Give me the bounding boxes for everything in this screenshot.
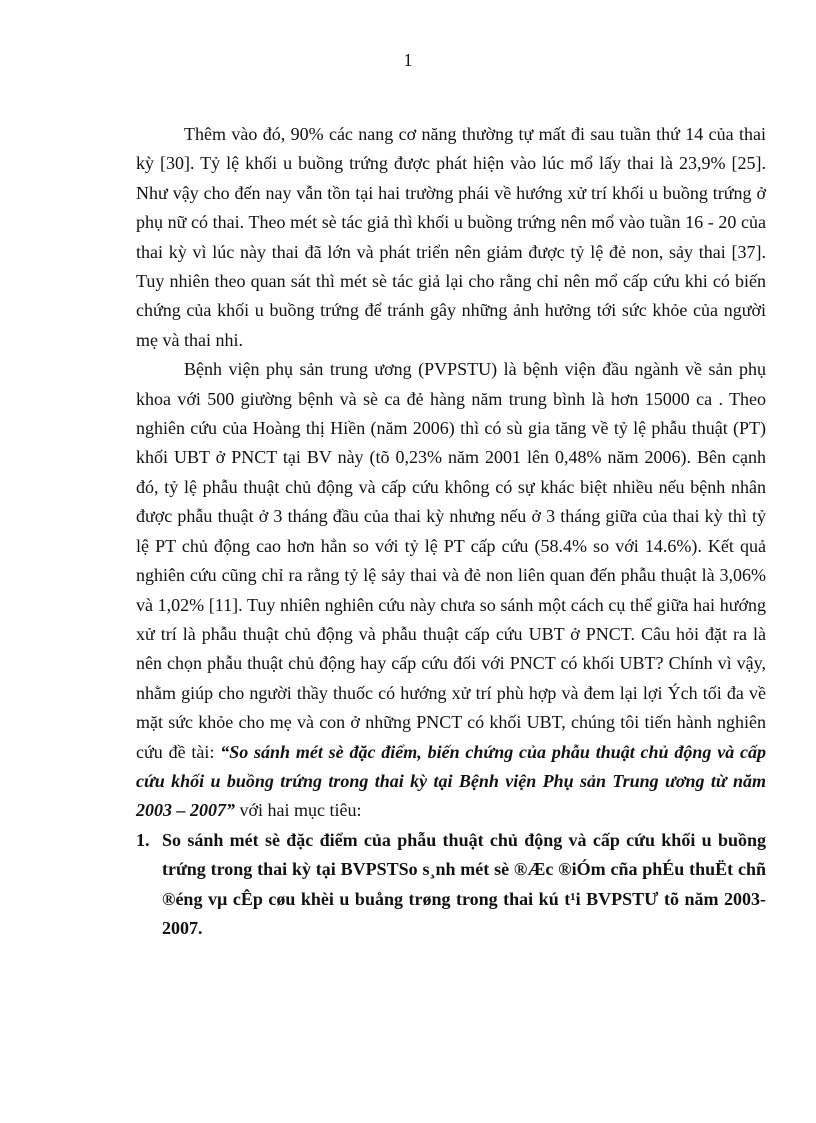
paragraph-context-tail: với hai mục tiêu:	[235, 800, 362, 821]
page-number: 1	[403, 50, 413, 70]
document-body	[136, 120, 766, 943]
objective-text: So sánh mét sè đặc điểm của phẫu thuật chủ động và cấp cứu khối u buồng trứng trong thai kỳ tại BVPSTSo s¸nh mét sè ®Æc ®iÓm cña phÉu thuËt chñ ®éng vµ cÊp cøu khèi u buång trøng trong thai kú t¹i BVPSTƯ tõ năm 2003- 2007.	[162, 829, 766, 938]
study-title: “So sánh mét sè đặc điểm, biến chứng của phẫu thuật chủ động và cấp cứu khối u buồng trứng trong thai kỳ tại Bệnh viện Phụ sản Trung ương từ năm 2003 – 2007”	[136, 741, 766, 821]
paragraph-intro: Thêm vào đó, 90% các nang cơ năng thường tự mất đi sau tuần thứ 14 của thai kỳ [30]. Tỷ lệ khối u buồng trứng được phát hiện vào lúc mổ lấy thai là 23,9% [25]. Như vậy cho đến nay vẫn tồn tại hai trường phái về hướng xử trí khối u buồng trứng ở phụ nữ có thai. Theo mét sè tác giả thì khối u buồng trứng nên mổ vào tuần 16 - 20 của thai kỳ vì lúc này thai đã lớn và phát triển nên giảm được tỷ lệ đẻ non, sảy thai [37]. Tuy nhiên theo quan sát thì mét sè tác giả lại cho rằng chỉ nên mổ cấp cứu khi có biến chứng của khối u buồng trứng để tránh gây những ảnh hưởng tới sức khỏe của người mẹ và thai nhi.	[136, 124, 766, 350]
paragraph-context-text: Bệnh viện phụ sản trung ương (PVPSTU) là bệnh viện đầu ngành về sản phụ khoa với 500 giường bệnh và sè ca đẻ hàng năm trung bình là hơn 15000 ca . Theo nghiên cứu của Hoàng thị Hiền (năm 2006) thì có sù gia tăng về tỷ lệ phẫu thuật (PT) khối UBT ở PNCT tại BV này (tõ 0,23% năm 2001 lên 0,48% năm 2006). Bên cạnh đó, tỷ lệ phẫu thuật chủ động và cấp cứu không có sự khác biệt nhiều nếu bệnh nhân được phẫu thuật ở 3 tháng đầu của thai kỳ nhưng nếu ở 3 tháng giữa của thai kỳ thì tỷ lệ PT chủ động cao hơn hẳn so với tỷ lệ PT cấp cứu (58.4% so với 14.6%). Kết quả nghiên cứu cũng chỉ ra rằng tỷ lệ sảy thai và đẻ non liên quan đến phẫu thuật là 3,06% và 1,02% [11]. Tuy nhiên nghiên cứu này chưa so sánh một cách cụ thể giữa hai hướng xử trí là phẫu thuật chủ động và phẫu thuật cấp cứu UBT ở PNCT. Câu hỏi đặt ra là nên chọn phẫu thuật chủ động hay cấp cứu đối với PNCT có khối UBT? Chính vì vậy, nhằm giúp cho người thầy thuốc có hướng xử trí phù hợp và đem lại lợi Ých tối đa về mặt sức khỏe cho mẹ và con ở những PNCT có khối UBT, chúng tôi tiến hành nghiên cứu đề tài:	[136, 359, 766, 762]
objective-item	[136, 826, 766, 944]
objectives-list	[136, 826, 766, 944]
objective-number: 1.	[136, 829, 150, 850]
paragraph-context	[136, 355, 766, 826]
